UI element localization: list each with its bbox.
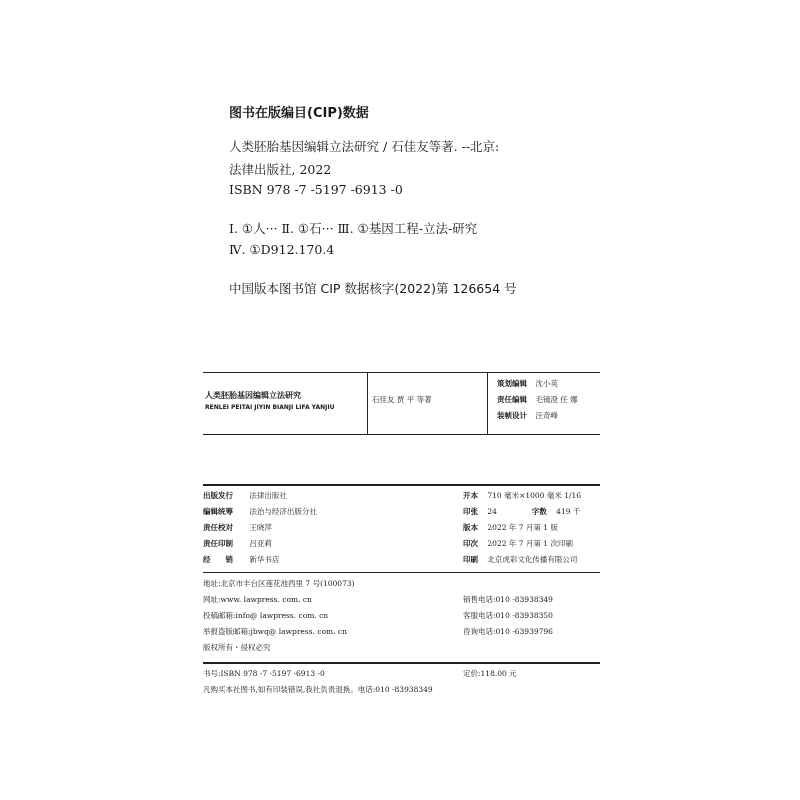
submission-email-line: 投稿邮箱:info@ lawpress. com. cn bbox=[203, 611, 329, 620]
publication-left-row bbox=[203, 554, 279, 565]
piracy-report-email-line: 举报盗版邮箱:jbwq@ lawpress. com. cn bbox=[203, 627, 347, 636]
copyright-notice: 版权所有・侵权必究 bbox=[203, 643, 271, 652]
publication-value: 王晓萍 bbox=[249, 523, 272, 532]
publication-right-row bbox=[463, 506, 580, 517]
publication-top-rule bbox=[203, 484, 600, 486]
publication-right-row bbox=[463, 554, 577, 565]
editor-row bbox=[497, 410, 558, 421]
publication-left-row bbox=[203, 490, 287, 501]
cip-record-number: 中国版本图书馆 CIP 数据核字(2022)第 126654 号 bbox=[229, 281, 517, 296]
editor-value: 毛镜澄 任 娜 bbox=[535, 395, 578, 404]
publication-left-row bbox=[203, 538, 272, 549]
website-line: 网址:www. lawpress. com. cn bbox=[203, 595, 312, 604]
publication-label: 编辑统筹 bbox=[203, 507, 233, 516]
publication-value: 吕亚莉 bbox=[249, 539, 272, 548]
publication-value: 24 bbox=[487, 507, 497, 516]
publication-value: 新华书店 bbox=[249, 555, 280, 564]
publication-value: 710 毫米×1000 毫米 1/16 bbox=[487, 491, 582, 500]
book-box-bottom-rule bbox=[203, 434, 600, 435]
book-title: 人类胚胎基因编辑立法研究 bbox=[205, 390, 301, 400]
editor-label: 装帧设计 bbox=[497, 411, 527, 420]
editor-row bbox=[497, 378, 558, 389]
publication-label: 版本 bbox=[463, 523, 478, 532]
sales-phone-line: 销售电话:010 -83938349 bbox=[463, 595, 553, 604]
publication-label: 印张 bbox=[463, 507, 478, 516]
publication-value: 北京虎彩文化传播有限公司 bbox=[487, 555, 578, 564]
publication-label: 开本 bbox=[463, 491, 478, 500]
book-authors: 石佳友 贾 平 等著 bbox=[372, 395, 432, 404]
footer-notice: 凡购买本社图书,如有印装错误,我社负责退换。电话:010 -83938349 bbox=[203, 685, 433, 694]
editor-label: 策划编辑 bbox=[497, 379, 527, 388]
cip-title-line: 人类胚胎基因编辑立法研究 / 石佳友等著. --北京: bbox=[229, 139, 500, 154]
book-box-top-rule bbox=[203, 372, 600, 373]
editor-value: 沈小英 bbox=[535, 379, 558, 388]
publication-label: 责任校对 bbox=[203, 523, 233, 532]
publication-label: 印刷 bbox=[463, 555, 478, 564]
publication-value: 法治与经济出版分社 bbox=[249, 507, 317, 516]
publication-label: 字数 bbox=[531, 507, 547, 516]
inquiry-phone-line: 咨询电话:010 -63939796 bbox=[463, 627, 553, 636]
publication-left-row bbox=[203, 506, 317, 517]
cip-subject-line: Ⅰ. ①人··· Ⅱ. ①石··· Ⅲ. ①基因工程-立法-研究 bbox=[229, 221, 478, 236]
publication-value: 2022 年 7 月第 1 次印刷 bbox=[487, 539, 573, 548]
book-box-divider-1 bbox=[367, 372, 368, 434]
footer-isbn: 书号:ISBN 978 -7 -5197 -6913 -0 bbox=[203, 669, 325, 678]
publication-right-row bbox=[463, 538, 573, 549]
publication-value: 419 千 bbox=[556, 507, 581, 516]
publication-label: 出版发行 bbox=[203, 491, 233, 500]
address-top-rule bbox=[203, 572, 600, 573]
publication-right-row bbox=[463, 522, 558, 533]
publication-label: 责任印制 bbox=[203, 539, 233, 548]
footer-price: 定价:118.00 元 bbox=[463, 669, 517, 678]
cip-classification-line: Ⅳ. ①D912.170.4 bbox=[229, 242, 335, 257]
cip-isbn-line: ISBN 978 -7 -5197 -6913 -0 bbox=[229, 182, 403, 197]
editor-row bbox=[497, 394, 578, 405]
publication-value: 2022 年 7 月第 1 版 bbox=[487, 523, 558, 532]
publication-value: 法律出版社 bbox=[249, 491, 287, 500]
footer-top-rule bbox=[203, 662, 600, 664]
service-phone-line: 客服电话:010 -83938350 bbox=[463, 611, 553, 620]
address-line: 地址:北京市丰台区莲花池西里 7 号(100073) bbox=[203, 579, 355, 588]
publication-left-row bbox=[203, 522, 272, 533]
book-box-divider-2 bbox=[487, 372, 488, 434]
publication-right-row bbox=[463, 490, 581, 501]
editor-value: 汪奇峰 bbox=[535, 411, 558, 420]
book-title-pinyin: RENLEI PEITAI JIYIN BIANJI LIFA YANJIU bbox=[205, 404, 335, 411]
publication-label: 经 销 bbox=[203, 555, 233, 564]
cip-heading: 图书在版编目(CIP)数据 bbox=[229, 106, 369, 121]
cip-publisher-line: 法律出版社, 2022 bbox=[229, 162, 332, 177]
publication-label: 印次 bbox=[463, 539, 478, 548]
editor-label: 责任编辑 bbox=[497, 395, 527, 404]
